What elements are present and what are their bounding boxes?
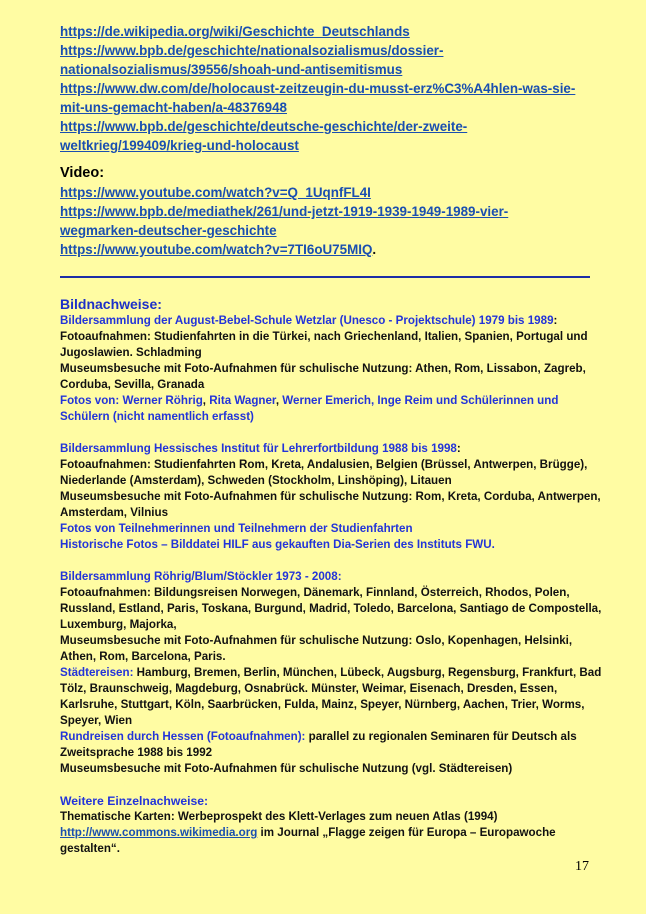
link-youtube-1[interactable]: https://www.youtube.com/watch?v=Q_1UqnfFL4I	[60, 185, 371, 200]
text-line: Corduba, Sevilla, Granada	[60, 378, 205, 391]
section-title: Bildersammlung Hessisches Institut für Lehrerfortbildung 1988 bis 1998:	[60, 442, 461, 455]
staedtereisen-line: Städtereisen: Hamburg, Bremen, Berlin, München, Lübeck, Augsburg, Regensburg, Frankfurt, Bad	[60, 666, 602, 679]
link-suffix: .	[372, 242, 377, 257]
link-youtube-2[interactable]: https://www.youtube.com/watch?v=7TI6oU75MIQ	[60, 242, 373, 257]
text-line: Museumsbesuche mit Foto-Aufnahmen für schulische Nutzung: Oslo, Kopenhagen, Helsinki,	[60, 634, 573, 647]
bildnachweise-heading: Bildnachweise:	[60, 296, 162, 312]
link-bpb-mediathek-cont[interactable]: wegmarken-deutscher-geschichte	[60, 223, 277, 238]
weitere-heading: Weitere Einzelnachweise:	[60, 794, 209, 808]
text-line: Luxemburg, Majorka,	[60, 618, 177, 631]
video-links	[60, 183, 605, 259]
section-roehrig-blum-stoeckler	[60, 569, 605, 777]
text-line: Niederlande (Amsterdam), Schweden (Stockholm, Linshöping), Litauen	[60, 474, 452, 487]
text-line: Jugoslawien. Schladming	[60, 346, 202, 359]
text-line: Speyer, Wien	[60, 714, 133, 727]
text-line: Karlsruhe, Stuttgart, Köln, Saarbrücken, Fulda, Mainz, Speyer, Nürnberg, Aachen, Trier, Worms,	[60, 698, 585, 711]
spacer	[60, 553, 605, 569]
link-dw-cont[interactable]: mit-uns-gemacht-haben/a-48376948	[60, 100, 287, 115]
link-bpb-weltkrieg[interactable]: https://www.bpb.de/geschichte/deutsche-geschichte/der-zweite-	[60, 119, 468, 134]
section-title: Bildersammlung der August-Bebel-Schule Wetzlar (Unesco - Projektschule) 1979 bis 1989:	[60, 314, 558, 327]
text-line: Zweitsprache 1988 bis 1992	[60, 746, 213, 759]
section-hessisches-institut	[60, 441, 605, 553]
link-bpb-shoah-cont[interactable]: nationalsozialismus/39556/shoah-und-antisemitismus	[60, 62, 403, 77]
blue-line: Fotos von Teilnehmerinnen und Teilnehmern der Studienfahrten	[60, 522, 413, 535]
link-bpb-shoah[interactable]: https://www.bpb.de/geschichte/nationalsozialismus/dossier-	[60, 43, 444, 58]
video-heading: Video:	[60, 165, 105, 181]
text-line: Russland, Estland, Paris, Toskana, Burgund, Madrid, Toledo, Barcelona, Santiago de Compostella,	[60, 602, 602, 615]
weitere-link-line: http://www.commons.wikimedia.org im Journal „Flagge zeigen für Europa – Europawoche	[60, 826, 556, 839]
divider-line	[60, 276, 590, 278]
text-line: Athen, Rom, Barcelona, Paris.	[60, 650, 226, 663]
video-last-line	[60, 240, 605, 259]
photo-credits-cont: Schülern (nicht namentlich erfasst)	[60, 410, 254, 423]
link-bpb-mediathek[interactable]: https://www.bpb.de/mediathek/261/und-jetzt-1919-1939-1949-1989-vier-	[60, 204, 509, 219]
photo-credits: Fotos von: Werner Röhrig, Rita Wagner, Werner Emerich, Inge Reim und Schülerinnen und	[60, 394, 559, 407]
section-title: Bildersammlung Röhrig/Blum/Stöckler 1973 - 2008:	[60, 570, 342, 583]
spacer	[60, 777, 605, 793]
text-line: Fotoaufnahmen: Studienfahrten in die Türkei, nach Griechenland, Italien, Spanien, Portugal und	[60, 330, 588, 343]
blue-line: Historische Fotos – Bilddatei HILF aus gekauften Dia-Serien des Instituts FWU.	[60, 538, 495, 551]
link-wikimedia[interactable]: http://www.commons.wikimedia.org	[60, 826, 258, 839]
text-line: Fotoaufnahmen: Studienfahrten Rom, Kreta, Andalusien, Belgien (Brüssel, Antwerpen, Brügge),	[60, 458, 588, 471]
page-content	[60, 22, 605, 857]
link-bpb-weltkrieg-cont[interactable]: weltkrieg/199409/krieg-und-holocaust	[60, 138, 299, 153]
section-august-bebel	[60, 313, 605, 425]
text-line: Thematische Karten: Werbeprospekt des Klett-Verlages zum neuen Atlas (1994)	[60, 810, 498, 823]
source-links	[60, 22, 605, 155]
link-dw[interactable]: https://www.dw.com/de/holocaust-zeitzeugin-du-musst-erz%C3%A4hlen-was-sie-	[60, 81, 576, 96]
text-line: Amsterdam, Vilnius	[60, 506, 169, 519]
text-line: Tölz, Braunschweig, Magdeburg, Osnabrück. Münster, Weimar, Eisenach, Dresden, Essen,	[60, 682, 558, 695]
text-line: Museumsbesuche mit Foto-Aufnahmen für schulische Nutzung: Athen, Rom, Lissabon, Zagreb,	[60, 362, 586, 375]
link-wikipedia[interactable]: https://de.wikipedia.org/wiki/Geschichte_Deutschlands	[60, 24, 410, 39]
spacer	[60, 425, 605, 441]
section-weitere	[60, 793, 605, 857]
rundreisen-line: Rundreisen durch Hessen (Fotoaufnahmen): parallel zu regionalen Seminaren für Deutsch als	[60, 730, 577, 743]
text-line: Museumsbesuche mit Foto-Aufnahmen für schulische Nutzung (vgl. Städtereisen)	[60, 762, 513, 775]
text-line: gestalten“.	[60, 842, 120, 855]
text-line: Fotoaufnahmen: Bildungsreisen Norwegen, Dänemark, Finnland, Österreich, Rhodos, Polen,	[60, 586, 570, 599]
text-line: Museumsbesuche mit Foto-Aufnahmen für schulische Nutzung: Rom, Kreta, Corduba, Antwerpen,	[60, 490, 601, 503]
page-number: 17	[575, 859, 589, 874]
